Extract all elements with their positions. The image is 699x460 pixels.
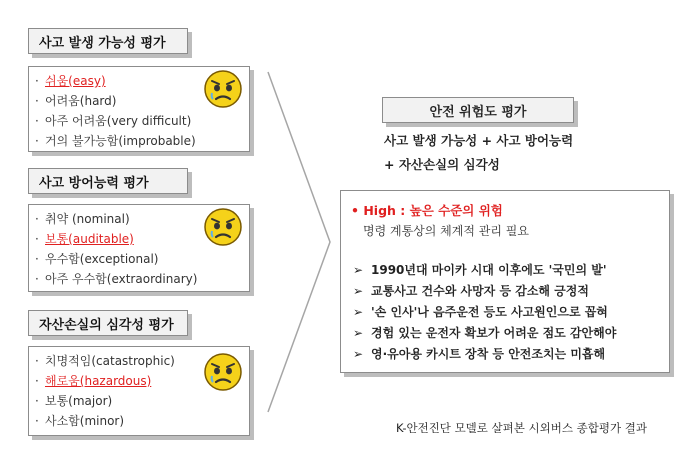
fact-marker: ➢ xyxy=(353,347,364,361)
fact-item: ➢ '손 인사'나 음주운전 등도 사고원인으로 꼽혀 xyxy=(353,305,608,319)
risk-eval-title: 안전 위험도 평가 xyxy=(429,104,527,120)
severity-item: · 해로움(hazardous) xyxy=(35,371,249,391)
fact-item: ➢ 1990년대 마이카 시대 이후에도 '국민의 발' xyxy=(353,263,607,277)
likelihood-item: · 어려움(hard) xyxy=(35,91,249,111)
defense-item: · 취약 (nominal) xyxy=(35,209,249,229)
defense-item: · 우수함(exceptional) xyxy=(35,249,249,269)
risk-eval-header xyxy=(382,97,574,123)
severity-item: · 치명적임(catastrophic) xyxy=(35,351,249,371)
bullet-marker: · xyxy=(35,134,39,148)
defense-title: 사고 방어능력 평가 xyxy=(39,175,149,191)
bullet-marker: · xyxy=(35,374,39,388)
severity-item: · 사소함(minor) xyxy=(35,411,249,431)
formula-line-1: 사고 발생 가능성 + 사고 방어능력 xyxy=(384,133,574,148)
bullet-marker: · xyxy=(35,394,39,408)
bullet-marker: · xyxy=(35,354,39,368)
severity-item: · 보통(major) xyxy=(35,391,249,411)
likelihood-item: · 아주 어려움(very difficult) xyxy=(35,111,249,131)
bullet-marker: · xyxy=(35,212,39,226)
fact-item: ➢ 교통사고 건수와 사망자 등 감소해 긍정적 xyxy=(353,284,589,298)
fact-item: ➢ 경험 있는 운전자 확보가 어려운 점도 감안해야 xyxy=(353,326,617,340)
bullet-marker: · xyxy=(35,114,39,128)
bullet-marker: · xyxy=(35,252,39,266)
defense-item: · 아주 우수함(extraordinary) xyxy=(35,269,249,289)
risk-level-label: • High : 높은 수준의 위험 xyxy=(351,203,503,218)
likelihood-item: · 쉬움(easy) xyxy=(35,71,249,91)
risk-level-description: 명령 계통상의 체계적 관리 필요 xyxy=(363,224,529,238)
fact-marker: ➢ xyxy=(353,284,364,298)
bullet-marker: · xyxy=(35,232,39,246)
fact-marker: ➢ xyxy=(353,326,364,340)
likelihood-title: 사고 발생 가능성 평가 xyxy=(39,35,166,51)
fact-marker: ➢ xyxy=(353,305,364,319)
bullet-marker: · xyxy=(35,414,39,428)
fact-marker: ➢ xyxy=(353,263,364,277)
severity-title: 자산손실의 심각성 평가 xyxy=(39,317,174,333)
defense-item: · 보통(auditable) xyxy=(35,229,249,249)
bullet-marker: · xyxy=(35,272,39,286)
risk-result-panel xyxy=(340,190,670,373)
chevron-arrow-line xyxy=(268,72,330,412)
fact-item: ➢ 영·유아용 카시트 장착 등 안전조치는 미흡해 xyxy=(353,347,606,361)
bullet-marker: · xyxy=(35,74,39,88)
likelihood-item: · 거의 불가능함(improbable) xyxy=(35,131,249,151)
figure-caption: K-안전진단 모델로 살펴본 시외버스 종합평가 결과 xyxy=(396,421,647,435)
bullet-marker: · xyxy=(35,94,39,108)
formula-line-2: + 자산손실의 심각성 xyxy=(384,157,500,172)
